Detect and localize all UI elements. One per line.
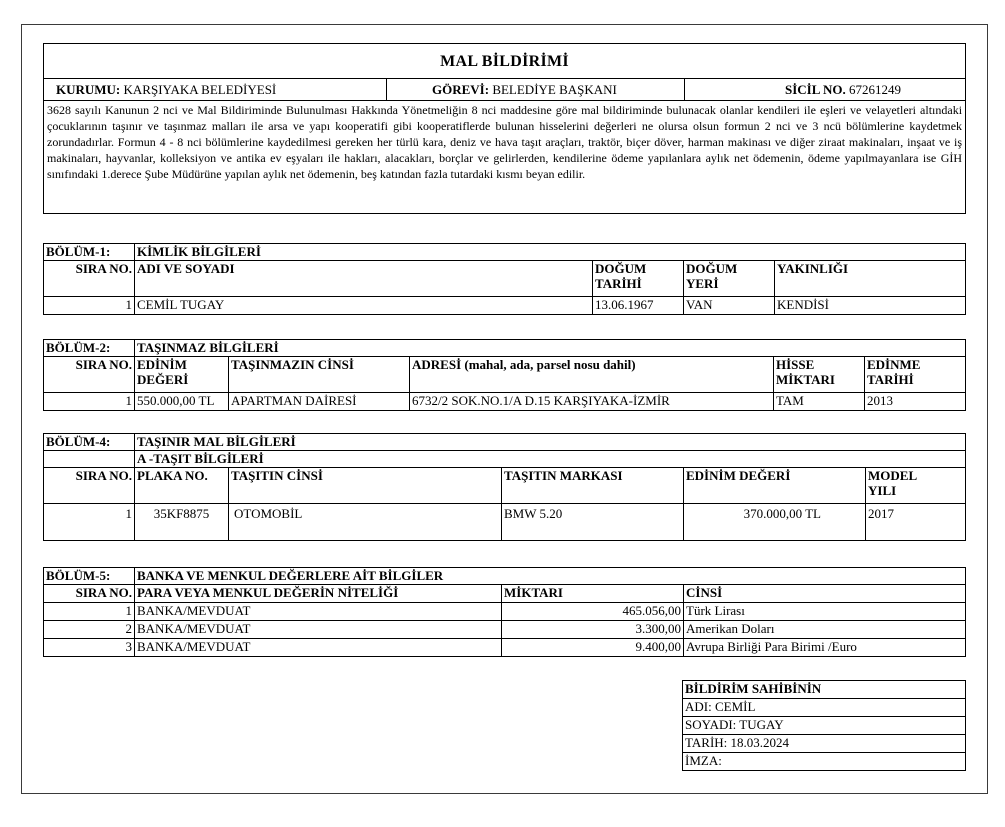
table-row [44,621,966,639]
col-dogum-tarihi [593,261,684,297]
col-sira-no: SIRA NO. [44,357,135,393]
cell-cins: Amerikan Doları [684,621,966,639]
col-model-line2: YILI [868,483,897,498]
table-row [44,297,966,315]
owner-soyadi: SOYADI: TUGAY [683,717,966,735]
cell-miktar: 3.300,00 [502,621,684,639]
intro-text: 3628 sayılı Kanunun 2 nci ve Mal Bildiriminde Bulunulması Hakkında Yönetmeliğin 8 nci maddesine göre mal bildiriminde bulunacak olanlar kendileri ile eşleri ve velayetleri altındaki çocuklarının taşınır ve taşınmaz malları ile arsa ve yapı kooperatifi gibi kooperatiflerde bulunan hisselerini değerleri ne olursa olsun formun 2 nci ve 3 ncü bölümlerine kaydetmek zorundadırlar. Formun 4 - 8 nci bölümlerine kaydedilmesi gereken her türlü kara, deniz ve hava taşıt araçları, traktör, biçer döver, harman makinası ve diğer ziraat makinaları, inşaat ve iş makinaları, hayvanlar, kolleksiyon ve antika ev eşyaları ile hakları, alacakları, borçlar ve gelirlerden, kendilerine ödeme yapılanlara aylık net ödemenin, ödeme yapılmayanlara ise GİH sınıfındaki 1.derece Şube Müdürüne yapılan aylık net ödemenin, beş katından fazla tutardaki kısmı beyan edilir. [44,101,966,214]
cell-sira: 1 [44,393,135,411]
cell-sira: 1 [44,504,135,541]
col-edinme-line1: EDİNME [867,357,921,372]
table-row [44,393,966,411]
col-dogum-tarihi-line1: DOĞUM [595,261,647,276]
col-tasit-cinsi: TAŞITIN CİNSİ [229,468,502,504]
owner-tarih: TARİH: 18.03.2024 [683,735,966,753]
owner-imza: İMZA: [683,753,966,771]
cell-tasit-cinsi: OTOMOBİL [229,504,502,541]
page-title: MAL BİLDİRİMİ [44,44,966,79]
cell-edinme-tarihi: 2013 [865,393,966,411]
col-miktari: MİKTARI [502,585,684,603]
cell-sira: 1 [44,297,135,315]
cell-nitelik: BANKA/MEVDUAT [135,621,502,639]
col-hisse-miktari [774,357,865,393]
col-edinim-degeri: EDİNİM DEĞERİ [684,468,866,504]
kurumu-label: KURUMU: [56,82,121,97]
table-row [44,504,966,541]
section-4-title: TAŞINIR MAL BİLGİLERİ [135,434,966,451]
cell-tasit-markasi: BMW 5.20 [502,504,684,541]
col-tasit-markasi: TAŞITIN MARKASI [502,468,684,504]
kurumu-value: KARŞIYAKA BELEDİYESİ [123,82,277,97]
section-5-label: BÖLÜM-5: [44,568,135,585]
cell-model-yili: 2017 [866,504,966,541]
cell-nitelik: BANKA/MEVDUAT [135,603,502,621]
col-edinim-degeri-line1: EDİNİM [137,357,187,372]
col-sira-no: SIRA NO. [44,468,135,504]
cell-cins: Avrupa Birliği Para Birimi /Euro [684,639,966,657]
cell-adres: 6732/2 SOK.NO.1/A D.15 KARŞIYAKA-İZMİR [410,393,774,411]
cell-dogum-tarihi: 13.06.1967 [593,297,684,315]
col-tasinmaz-cinsi: TAŞINMAZIN CİNSİ [229,357,410,393]
section-2-label: BÖLÜM-2: [44,340,135,357]
section-4-table [43,433,966,541]
cell-plaka: 35KF8875 [135,504,229,541]
col-hisse-line1: HİSSE [776,357,815,372]
cell-nitelik: BANKA/MEVDUAT [135,639,502,657]
col-sira-no: SIRA NO. [44,585,135,603]
col-cinsi: CİNSİ [684,585,966,603]
section-4-subtitle: A -TAŞIT BİLGİLERİ [135,451,966,468]
cell-sira: 3 [44,639,135,657]
col-edinme-tarihi [865,357,966,393]
section-2-table [43,339,966,411]
cell-tasinmaz-cinsi: APARTMAN DAİRESİ [229,393,410,411]
owner-table [682,680,966,771]
col-adresi: ADRESİ (mahal, ada, parsel nosu dahil) [410,357,774,393]
section-5-table [43,567,966,657]
col-plaka-no: PLAKA NO. [135,468,229,504]
col-model-yili [866,468,966,504]
sicil-cell [685,79,966,101]
cell-edinim-degeri: 550.000,00 TL [135,393,229,411]
col-edinim-degeri [135,357,229,393]
cell-miktar: 9.400,00 [502,639,684,657]
cell-sira: 2 [44,621,135,639]
owner-adi: ADI: CEMİL [683,699,966,717]
cell-yakinlik: KENDİSİ [775,297,966,315]
col-nitelik: PARA VEYA MENKUL DEĞERİN NİTELİĞİ [135,585,502,603]
section-2-title: TAŞINMAZ BİLGİLERİ [135,340,966,357]
kurumu-cell [44,79,387,101]
gorevi-cell [387,79,685,101]
table-row [44,639,966,657]
cell-edinim-degeri: 370.000,00 TL [684,504,866,541]
col-dogum-yeri [684,261,775,297]
col-dogum-tarihi-line2: TARİHİ [595,276,642,291]
col-edinme-line2: TARİHİ [867,372,914,387]
cell-adi-soyadi: CEMİL TUGAY [135,297,593,315]
col-edinim-degeri-line2: DEĞERİ [137,372,189,387]
section-5-title: BANKA VE MENKUL DEĞERLERE AİT BİLGİLER [135,568,966,585]
sicil-value: 67261249 [848,82,901,97]
cell-cins: Türk Lirası [684,603,966,621]
col-adi-soyadi: ADI VE SOYADI [135,261,593,297]
header-table [43,43,966,214]
cell-hisse: TAM [774,393,865,411]
section-1-label: BÖLÜM-1: [44,244,135,261]
cell-sira: 1 [44,603,135,621]
col-sira-no: SIRA NO. [44,261,135,297]
section-1-title: KİMLİK BİLGİLERİ [135,244,966,261]
sicil-label: SİCİL NO. [785,82,846,97]
section-1-table [43,243,966,315]
col-model-line1: MODEL [868,468,918,483]
gorevi-label: GÖREVİ: [432,82,490,97]
col-yakinligi: YAKINLIĞI [775,261,966,297]
col-dogum-yeri-line2: YERİ [686,276,719,291]
table-row [44,603,966,621]
cell-dogum-yeri: VAN [684,297,775,315]
section-4-label: BÖLÜM-4: [44,434,135,451]
gorevi-value: BELEDİYE BAŞKANI [492,82,617,97]
cell-miktar: 465.056,00 [502,603,684,621]
col-hisse-line2: MİKTARI [776,372,835,387]
empty-cell [44,451,135,468]
col-dogum-yeri-line1: DOĞUM [686,261,738,276]
owner-title: BİLDİRİM SAHİBİNİN [683,681,966,699]
